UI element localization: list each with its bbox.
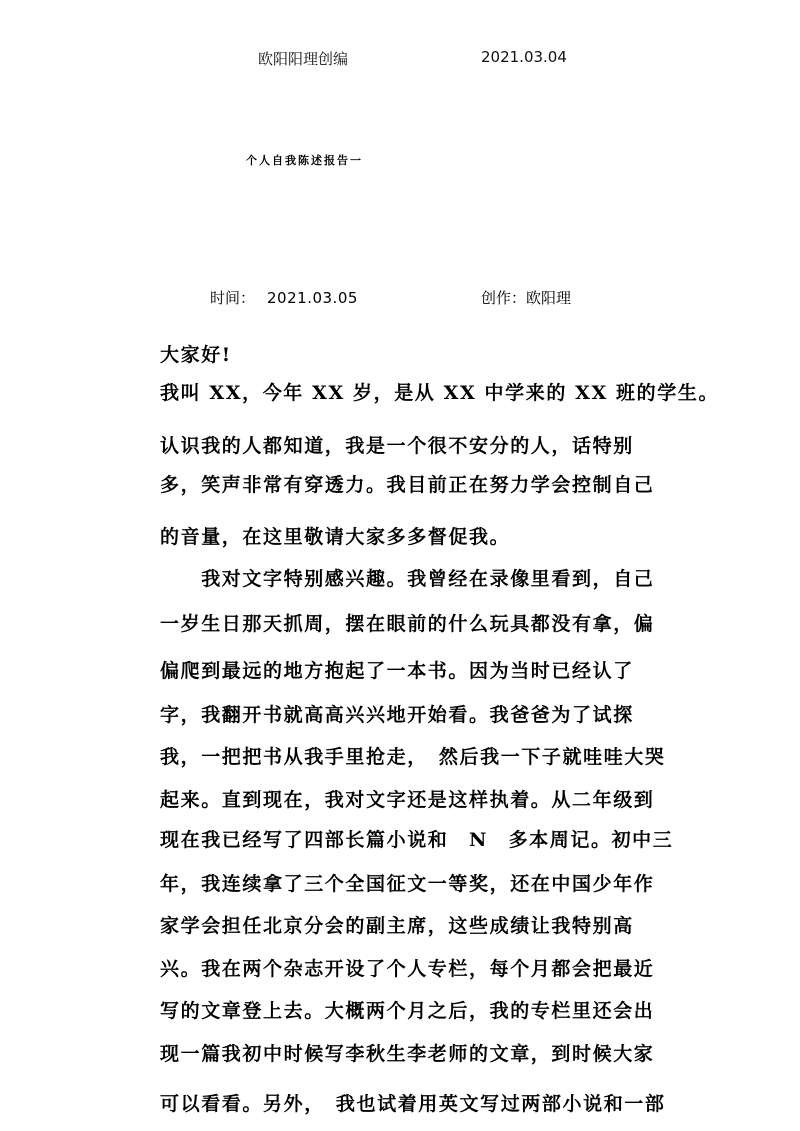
body-line: 大家好!: [160, 344, 232, 366]
header-date: 2021.03.04: [481, 48, 567, 66]
body-line: 现一篇我初中时候写李秋生李老师的文章，到时候大家: [160, 1043, 655, 1065]
meta-time: [210, 287, 358, 308]
body-line: 我对文字特别感兴趣。我曾经在录像里看到，自己: [160, 568, 655, 590]
body-line: 我叫 XX，今年 XX 岁，是从 XX 中学来的 XX 班的学生。: [160, 382, 720, 404]
body-line: 可以看看。另外， 我也试着用英文写过两部小说和一部: [160, 1093, 666, 1115]
body-line: 写的文章登上去。大概两个月之后，我的专栏里还会出: [160, 1000, 655, 1022]
body-line: 我，一把把书从我手里抢走， 然后我一下子就哇哇大哭: [160, 746, 666, 768]
meta-author: 创作：欧阳理: [481, 289, 572, 307]
header-author: 欧阳阳理创编: [258, 50, 349, 68]
meta-time-label: 时间：: [210, 289, 256, 307]
body-line: 一岁生日那天抓周，摆在眼前的什么玩具都没有拿，偏: [160, 613, 655, 635]
meta-time-value: 2021.03.05: [267, 289, 358, 307]
body-line: 家学会担任北京分会的副主席，这些成绩让我特别高: [160, 915, 634, 937]
body-line: 偏爬到最远的地方抱起了一本书。因为当时已经认了: [160, 660, 634, 682]
body-line: 兴。我在两个杂志开设了个人专栏，每个月都会把最近: [160, 958, 655, 980]
body-line: 年，我连续拿了三个全国征文一等奖，还在中国少年作: [160, 873, 655, 895]
body-line: 现在我已经写了四部长篇小说和 N 多本周记。初中三: [160, 829, 674, 851]
document-title: 个人自我陈述报告一: [246, 154, 363, 167]
body-line: 起来。直到现在，我对文字还是这样执着。从二年级到: [160, 789, 655, 811]
body-line: 的音量，在这里敬请大家多多督促我。: [160, 526, 511, 548]
body-line: 字，我翻开书就高高兴兴地开始看。我爸爸为了试探: [160, 704, 634, 726]
body-line: 认识我的人都知道，我是一个很不安分的人，话特别: [160, 435, 634, 457]
body-line: 多，笑声非常有穿透力。我目前正在努力学会控制自己: [160, 474, 655, 496]
